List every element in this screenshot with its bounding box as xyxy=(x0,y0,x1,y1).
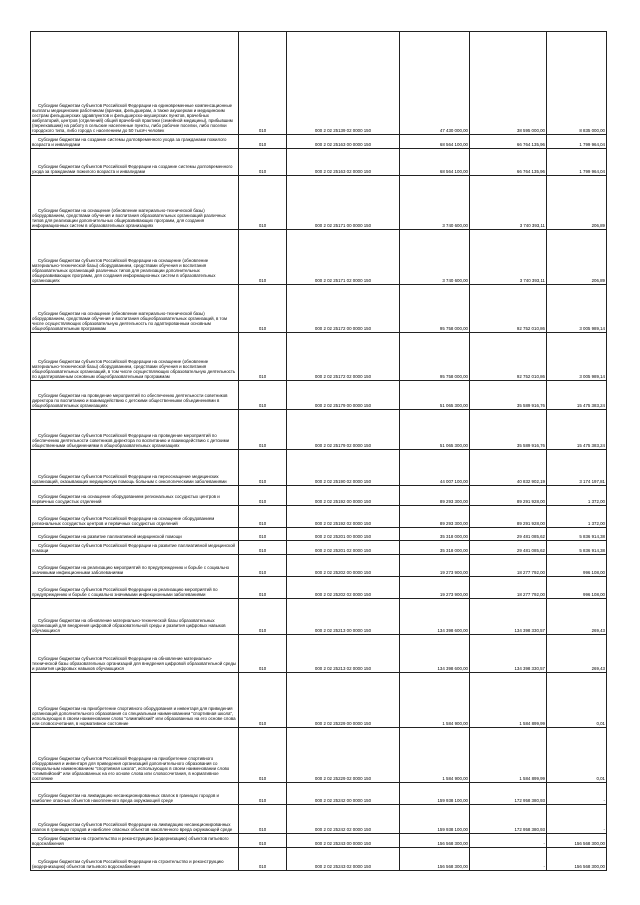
cell-executed-amount: 89 291 928,00 xyxy=(470,506,547,528)
cell-line-code: 010 xyxy=(239,805,287,834)
cell-line-code: 010 xyxy=(239,285,287,333)
cell-executed-amount: 3 740 393,11 xyxy=(470,176,547,230)
cell-budget-code: 000 2 02 25179 02 0000 150 xyxy=(287,410,400,450)
cell-unexecuted-amount: 8 835 000,00 xyxy=(547,32,607,135)
cell-unexecuted-amount: 269,43 xyxy=(547,635,607,673)
cell-name: Субсидии бюджетам субъектов Российской Федерации на единовременные компенсационные выплаты медицинским работникам (врачам, фельдшерам, а также акушеркам и медицинским сестрам фельдшерских здравпунктов и фельдшерско-акушерских пунктов, врачебных амбулаторий, центров (отделений) общей врачебной практики (семейной медицины), прибывшим (переехавшим) на работу в сельские населенные пункты, либо рабочие поселки, либо поселки городского типа, либо города с населением до 50 тысяч человек xyxy=(31,32,239,135)
cell-executed-amount: - xyxy=(470,848,547,871)
cell-unexecuted-amount: - xyxy=(547,805,607,834)
cell-executed-amount: 66 764 135,96 xyxy=(470,149,547,176)
cell-name: Субсидии бюджетам субъектов Российской Федерации на проведение мероприятий по обеспечению деятельности советников директора по воспитанию и взаимодействию с детскими общественными объединениями в общеобразовательных организациях xyxy=(31,410,239,450)
cell-line-code: 010 xyxy=(239,635,287,673)
cell-approved-amount: 19 273 900,00 xyxy=(400,577,470,599)
cell-unexecuted-amount: 206,89 xyxy=(547,230,607,285)
cell-executed-amount: 38 595 000,00 xyxy=(470,32,547,135)
cell-budget-code: 000 2 02 25243 02 0000 150 xyxy=(287,848,400,871)
table-row xyxy=(31,506,607,528)
cell-approved-amount: 35 318 000,00 xyxy=(400,541,470,555)
cell-unexecuted-amount: 996 108,00 xyxy=(547,577,607,599)
table-row xyxy=(31,783,607,805)
cell-approved-amount: 159 938 100,00 xyxy=(400,805,470,834)
cell-name: Субсидии бюджетам на оснащение (обновление материально-технической базы) оборудованием, средствами обучения и воспитания общеобразовательных организаций, в том числе осуществляющих образовательную деятельность по адаптированным основным общеобразовательным программам xyxy=(31,285,239,333)
cell-budget-code: 000 2 02 25139 02 0000 150 xyxy=(287,32,400,135)
cell-budget-code: 000 2 02 25243 00 0000 150 xyxy=(287,834,400,848)
table-row xyxy=(31,541,607,555)
cell-line-code: 010 xyxy=(239,577,287,599)
cell-budget-code: 000 2 02 25192 00 0000 150 xyxy=(287,486,400,506)
table-row xyxy=(31,333,607,381)
cell-name: Субсидии бюджетам субъектов Российской Федерации на оснащение (обновление материально-технической базы) оборудованием, средствами обучения и воспитания образовательных организаций различных типов для реализации дополнительных общеразвивающих программ, для создания информационных систем в образовательных организациях xyxy=(31,230,239,285)
table-row xyxy=(31,450,607,486)
cell-executed-amount: 134 398 330,57 xyxy=(470,599,547,635)
cell-unexecuted-amount: 1 799 964,04 xyxy=(547,149,607,176)
cell-approved-amount: 134 398 600,00 xyxy=(400,599,470,635)
cell-name: Субсидии бюджетам субъектов Российской Федерации на обновление материально-технической базы образовательных организаций для внедрения цифровой образовательной среды и развития цифровых навыков обучающихся xyxy=(31,635,239,673)
cell-line-code: 010 xyxy=(239,410,287,450)
cell-line-code: 010 xyxy=(239,230,287,285)
cell-approved-amount: 156 568 300,00 xyxy=(400,848,470,871)
cell-line-code: 010 xyxy=(239,135,287,149)
table-row xyxy=(31,381,607,410)
cell-budget-code: 000 2 02 25190 02 0000 150 xyxy=(287,450,400,486)
cell-executed-amount: 92 752 010,86 xyxy=(470,333,547,381)
cell-approved-amount: 95 758 000,00 xyxy=(400,285,470,333)
cell-budget-code: 000 2 02 25192 02 0000 150 xyxy=(287,506,400,528)
cell-budget-code: 000 2 02 25213 00 0000 150 xyxy=(287,599,400,635)
cell-name: Субсидии бюджетам на проведение мероприятий по обеспечению деятельности советников директора по воспитанию и взаимодействию с детскими общественными объединениями в общеобразовательных организациях xyxy=(31,381,239,410)
cell-name: Субсидии бюджетам субъектов Российской Федерации на ликвидацию несанкционированных свалок в границах городов и наиболее опасных объектов накопленного вреда окружающей среде xyxy=(31,805,239,834)
cell-unexecuted-amount: 156 568 300,00 xyxy=(547,848,607,871)
cell-budget-code: 000 2 02 25163 02 0000 150 xyxy=(287,149,400,176)
table-row xyxy=(31,135,607,149)
cell-budget-code: 000 2 02 25229 00 0000 150 xyxy=(287,673,400,728)
cell-budget-code: 000 2 02 25242 02 0000 150 xyxy=(287,805,400,834)
cell-line-code: 010 xyxy=(239,176,287,230)
cell-name: Субсидии бюджетам на ликвидацию несанкционированных свалок в границах городов и наиболее опасных объектов накопленного вреда окружающей среде xyxy=(31,783,239,805)
table-row xyxy=(31,486,607,506)
cell-name: Субсидии бюджетам на оснащение оборудованием региональных сосудистых центров и первичных сосудистых отделений xyxy=(31,486,239,506)
subsidies-table xyxy=(30,31,607,871)
table-row xyxy=(31,149,607,176)
cell-approved-amount: 95 758 000,00 xyxy=(400,333,470,381)
cell-unexecuted-amount: 1 799 964,04 xyxy=(547,135,607,149)
table-row xyxy=(31,599,607,635)
cell-name: Субсидии бюджетам субъектов Российской Федерации на переоснащение медицинских организаций, оказывающих медицинскую помощь больным с онкологическими заболеваниями xyxy=(31,450,239,486)
cell-unexecuted-amount: 3 005 989,14 xyxy=(547,333,607,381)
cell-approved-amount: 19 273 900,00 xyxy=(400,555,470,577)
cell-name: Субсидии бюджетам субъектов Российской Федерации на строительство и реконструкцию (модернизацию) объектов питьевого водоснабжения xyxy=(31,848,239,871)
cell-approved-amount: 89 293 300,00 xyxy=(400,506,470,528)
cell-executed-amount: 89 291 928,00 xyxy=(470,486,547,506)
cell-executed-amount: 134 398 330,57 xyxy=(470,635,547,673)
cell-line-code: 010 xyxy=(239,486,287,506)
cell-executed-amount: 29 481 085,62 xyxy=(470,541,547,555)
cell-budget-code: 000 2 02 25171 02 0000 150 xyxy=(287,230,400,285)
cell-unexecuted-amount: 3 174 197,81 xyxy=(547,450,607,486)
cell-unexecuted-amount: 996 108,00 xyxy=(547,555,607,577)
cell-line-code: 010 xyxy=(239,673,287,728)
table-row xyxy=(31,635,607,673)
cell-line-code: 010 xyxy=(239,555,287,577)
cell-executed-amount: 40 832 902,19 xyxy=(470,450,547,486)
cell-line-code: 010 xyxy=(239,528,287,541)
cell-line-code: 010 xyxy=(239,149,287,176)
cell-approved-amount: 89 293 300,00 xyxy=(400,486,470,506)
cell-name: Субсидии бюджетам субъектов Российской Федерации на реализацию мероприятий по предупреждению и борьбе с социально значимыми инфекционными заболеваниями xyxy=(31,577,239,599)
table-row xyxy=(31,728,607,783)
table-row xyxy=(31,848,607,871)
cell-executed-amount: 18 277 792,00 xyxy=(470,577,547,599)
cell-line-code: 010 xyxy=(239,506,287,528)
cell-name: Субсидии бюджетам субъектов Российской Федерации на развитие паллиативной медицинской помощи xyxy=(31,541,239,555)
cell-budget-code: 000 2 02 25172 02 0000 150 xyxy=(287,333,400,381)
cell-unexecuted-amount: 206,89 xyxy=(547,176,607,230)
table-body xyxy=(31,32,607,871)
cell-approved-amount: 51 065 300,00 xyxy=(400,381,470,410)
cell-budget-code: 000 2 02 25242 00 0000 150 xyxy=(287,783,400,805)
table-row xyxy=(31,230,607,285)
cell-executed-amount: 3 740 393,11 xyxy=(470,230,547,285)
cell-approved-amount: 1 584 900,00 xyxy=(400,728,470,783)
cell-executed-amount: 35 589 916,76 xyxy=(470,410,547,450)
cell-budget-code: 000 2 02 25213 02 0000 150 xyxy=(287,635,400,673)
cell-budget-code: 000 2 02 25202 02 0000 150 xyxy=(287,577,400,599)
cell-name: Субсидии бюджетам на оснащение (обновление материально-технической базы) оборудованием, средствами обучения и воспитания образовательных организаций различных типов для реализации дополнительных общеразвивающих программ, для создания информационных систем в образовательных организациях xyxy=(31,176,239,230)
table-row xyxy=(31,555,607,577)
cell-budget-code: 000 2 02 25202 00 0000 150 xyxy=(287,555,400,577)
cell-approved-amount: 68 564 100,00 xyxy=(400,149,470,176)
cell-executed-amount: - xyxy=(470,834,547,848)
cell-budget-code: 000 2 02 25172 00 0000 150 xyxy=(287,285,400,333)
cell-line-code: 010 xyxy=(239,381,287,410)
cell-approved-amount: 159 938 100,00 xyxy=(400,783,470,805)
cell-name: Субсидии бюджетам субъектов Российской Федерации на оснащение (обновление материально-технической базы) оборудованием, средствами обучения и воспитания общеобразовательных организаций, в том числе осуществляющих образовательную деятельность по адаптированным основным общеобразовательным программам xyxy=(31,333,239,381)
table-row xyxy=(31,834,607,848)
cell-budget-code: 000 2 02 25201 00 0000 150 xyxy=(287,528,400,541)
table-row xyxy=(31,673,607,728)
cell-unexecuted-amount: 15 475 383,24 xyxy=(547,410,607,450)
cell-approved-amount: 35 318 000,00 xyxy=(400,528,470,541)
cell-line-code: 010 xyxy=(239,541,287,555)
cell-unexecuted-amount: 3 005 989,14 xyxy=(547,285,607,333)
cell-name: Субсидии бюджетам на строительство и реконструкцию (модернизацию) объектов питьевого водоснабжения xyxy=(31,834,239,848)
budget-report-page xyxy=(30,31,606,871)
cell-executed-amount: 29 481 085,62 xyxy=(470,528,547,541)
cell-unexecuted-amount: 1 372,00 xyxy=(547,506,607,528)
cell-approved-amount: 1 584 900,00 xyxy=(400,673,470,728)
cell-approved-amount: 134 398 600,00 xyxy=(400,635,470,673)
cell-executed-amount: 1 584 899,99 xyxy=(470,728,547,783)
cell-approved-amount: 47 430 000,00 xyxy=(400,32,470,135)
cell-line-code: 010 xyxy=(239,450,287,486)
cell-executed-amount: 1 584 899,99 xyxy=(470,673,547,728)
table-row xyxy=(31,176,607,230)
cell-unexecuted-amount: 5 836 914,38 xyxy=(547,528,607,541)
table-row xyxy=(31,805,607,834)
cell-line-code: 010 xyxy=(239,834,287,848)
cell-budget-code: 000 2 02 25171 00 0000 150 xyxy=(287,176,400,230)
cell-approved-amount: 51 065 300,00 xyxy=(400,410,470,450)
cell-name: Субсидии бюджетам на обновление материально-технической базы образовательных организаций для внедрения цифровой образовательной среды и развития цифровых навыков обучающихся xyxy=(31,599,239,635)
cell-budget-code: 000 2 02 25201 02 0000 150 xyxy=(287,541,400,555)
cell-approved-amount: 44 007 100,00 xyxy=(400,450,470,486)
cell-unexecuted-amount: 0,01 xyxy=(547,673,607,728)
table-row xyxy=(31,410,607,450)
cell-executed-amount: 92 752 010,86 xyxy=(470,285,547,333)
cell-name: Субсидии бюджетам на реализацию мероприятий по предупреждению и борьбе с социально значимыми инфекционными заболеваниями xyxy=(31,555,239,577)
table-row xyxy=(31,528,607,541)
cell-approved-amount: 3 740 600,00 xyxy=(400,230,470,285)
table-row xyxy=(31,285,607,333)
cell-budget-code: 000 2 02 25229 02 0000 150 xyxy=(287,728,400,783)
cell-name: Субсидии бюджетам субъектов Российской Федерации на приобретение спортивного оборудования и инвентаря для приведения организаций дополнительного образования со специальным наименованием "спортивная школа", использующих в своем наименовании слово "олимпийский" или образованных на его основе слова или словосочетания, в нормативное состояние xyxy=(31,728,239,783)
cell-line-code: 010 xyxy=(239,333,287,381)
cell-name: Субсидии бюджетам субъектов Российской Федерации на создание системы долговременного ухода за гражданами пожилого возраста и инвалидами xyxy=(31,149,239,176)
cell-line-code: 010 xyxy=(239,599,287,635)
cell-unexecuted-amount: 5 836 914,38 xyxy=(547,541,607,555)
table-row xyxy=(31,32,607,135)
cell-name: Субсидии бюджетам на развитие паллиативной медицинской помощи xyxy=(31,528,239,541)
cell-executed-amount: 18 277 792,00 xyxy=(470,555,547,577)
cell-line-code: 010 xyxy=(239,728,287,783)
cell-budget-code: 000 2 02 25179 00 0000 150 xyxy=(287,381,400,410)
cell-line-code: 010 xyxy=(239,783,287,805)
cell-approved-amount: 156 568 300,00 xyxy=(400,834,470,848)
cell-executed-amount: 172 958 380,93 xyxy=(470,783,547,805)
cell-approved-amount: 68 564 100,00 xyxy=(400,135,470,149)
cell-line-code: 010 xyxy=(239,32,287,135)
cell-unexecuted-amount: 0,01 xyxy=(547,728,607,783)
cell-unexecuted-amount: 269,43 xyxy=(547,599,607,635)
cell-approved-amount: 3 740 600,00 xyxy=(400,176,470,230)
cell-name: Субсидии бюджетам субъектов Российской Федерации на оснащение оборудованием региональных сосудистых центров и первичных сосудистых отделений xyxy=(31,506,239,528)
cell-unexecuted-amount: 1 372,00 xyxy=(547,486,607,506)
cell-name: Субсидии бюджетам на приобретение спортивного оборудования и инвентаря для приведения организаций дополнительного образования со специальным наименованием "спортивная школа", использующих в своем наименовании слово "олимпийский" или образованных на его основе слова или словосочетания, в нормативное состояние xyxy=(31,673,239,728)
cell-name: Субсидии бюджетам на создание системы долговременного ухода за гражданами пожилого возраста и инвалидами xyxy=(31,135,239,149)
cell-unexecuted-amount: 15 475 383,24 xyxy=(547,381,607,410)
cell-line-code: 010 xyxy=(239,848,287,871)
cell-budget-code: 000 2 02 25163 00 0000 150 xyxy=(287,135,400,149)
cell-executed-amount: 172 958 380,93 xyxy=(470,805,547,834)
table-row xyxy=(31,577,607,599)
cell-executed-amount: 35 589 916,76 xyxy=(470,381,547,410)
cell-unexecuted-amount: - xyxy=(547,783,607,805)
cell-unexecuted-amount: 156 568 300,00 xyxy=(547,834,607,848)
cell-executed-amount: 66 764 135,96 xyxy=(470,135,547,149)
